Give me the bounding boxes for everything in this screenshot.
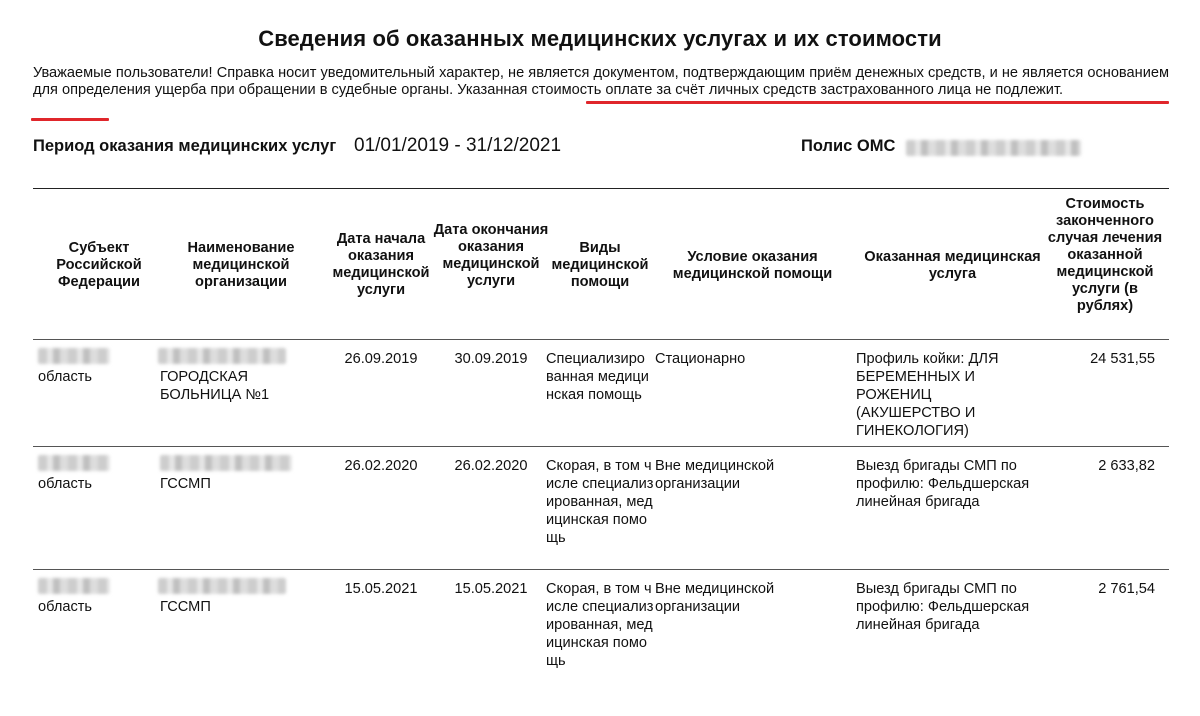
- cell-org: ГССМП: [160, 476, 211, 492]
- region-redacted: [38, 578, 110, 594]
- org-redacted: [160, 455, 292, 471]
- cell-cost: 2 761,54: [1098, 581, 1155, 597]
- cell-start-date: 26.09.2019: [344, 351, 418, 367]
- cell-region: область: [38, 476, 93, 492]
- page-title: Сведения об оказанных медицинских услугах и их стоимости: [258, 26, 942, 51]
- cell-service: Выезд бригады СМП по профилю: Фельдшерская линейная бригада: [856, 581, 1030, 633]
- column-header: Дата окончания оказания медицинской услуги: [433, 222, 549, 289]
- cell-condition: Вне медицинской организации: [655, 581, 775, 615]
- cell-start-date: 15.05.2021: [344, 581, 418, 597]
- cell-end-date: 30.09.2019: [454, 351, 528, 367]
- cell-cost: 24 531,55: [1090, 351, 1155, 367]
- cell-condition: Вне медицинской организации: [655, 458, 775, 492]
- notice-text: [33, 65, 1169, 99]
- table-top-rule: [33, 188, 1169, 189]
- cell-cost: 2 633,82: [1098, 458, 1155, 474]
- row-divider: [33, 569, 1169, 570]
- region-redacted: [38, 348, 110, 364]
- column-header: Наименование медицинской организации: [187, 240, 295, 290]
- header-bottom-rule: [33, 339, 1169, 340]
- column-header: Дата начала оказания медицинской услуги: [332, 231, 430, 298]
- column-header: Виды медицинской помощи: [551, 240, 649, 290]
- column-header: Стоимость законченного случая лечения оказанной медицинской услуги (в рублях): [1047, 196, 1163, 314]
- cell-region: область: [38, 599, 93, 615]
- cell-org: ГССМП: [160, 599, 211, 615]
- org-redacted: [158, 578, 286, 594]
- cell-care-type: Специализированная медицинская помощь: [546, 351, 649, 403]
- notice-highlight: Указанная стоимость оплате за счёт личных средств застрахованного лица не подлежит.: [457, 82, 1064, 98]
- cell-service: Профиль койки: ДЛЯ БЕРЕМЕННЫХ И РОЖЕНИЦ (АКУШЕРСТВО И ГИНЕКОЛОГИЯ): [856, 351, 999, 439]
- cell-end-date: 26.02.2020: [454, 458, 528, 474]
- cell-start-date: 26.02.2020: [344, 458, 418, 474]
- highlight-underline: [31, 118, 109, 121]
- policy-number-redacted: [906, 140, 1081, 156]
- policy-label: Полис ОМС: [801, 137, 896, 155]
- period-label: Период оказания медицинских услуг: [33, 137, 337, 155]
- row-divider: [33, 446, 1169, 447]
- cell-end-date: 15.05.2021: [454, 581, 528, 597]
- notice-body: Уважаемые пользователи! Справка носит уведомительный характер, не является документом, подтверждающим приём денежных средств, и не является основанием для определения ущерба при обращении в судебные органы.: [33, 65, 1169, 98]
- column-header: Условие оказания медицинской помощи: [672, 249, 833, 282]
- region-redacted: [38, 455, 110, 471]
- cell-care-type: Скорая, в том числе специализированная, медицинская помощь: [546, 458, 654, 546]
- cell-condition: Стационарно: [655, 351, 746, 367]
- cell-service: Выезд бригады СМП по профилю: Фельдшерская линейная бригада: [856, 458, 1030, 510]
- column-header: Субъект Российской Федерации: [56, 240, 142, 290]
- highlight-underline: [586, 101, 1169, 104]
- cell-org: ГОРОДСКАЯ БОЛЬНИЦА №1: [160, 369, 270, 403]
- cell-care-type: Скорая, в том числе специализированная, медицинская помощь: [546, 581, 654, 669]
- column-header: Оказанная медицинская услуга: [864, 249, 1041, 282]
- cell-region: область: [38, 369, 93, 385]
- period-value: 01/01/2019 - 31/12/2021: [354, 135, 562, 156]
- org-redacted: [158, 348, 286, 364]
